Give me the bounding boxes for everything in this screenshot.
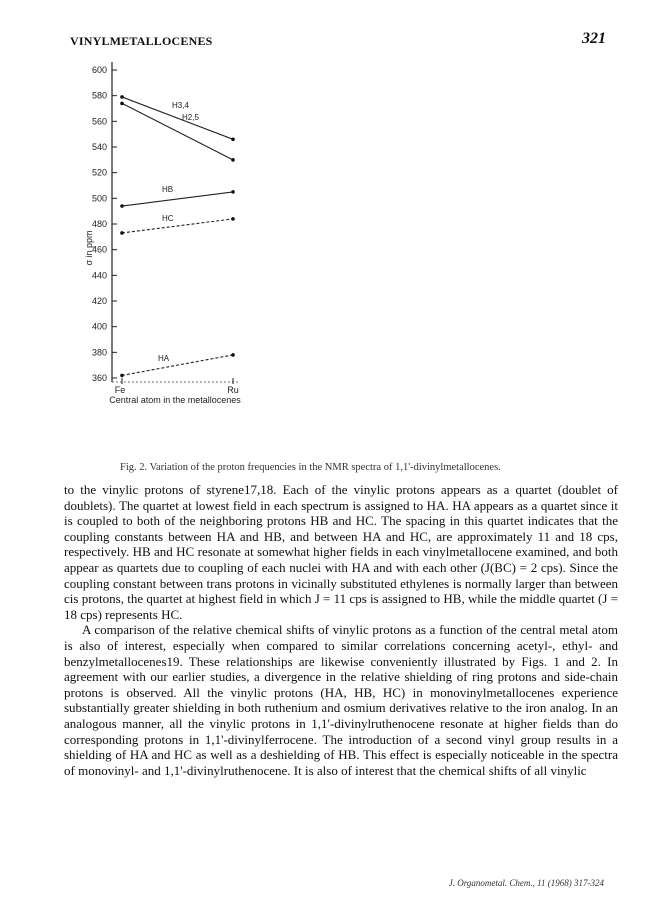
series-label: H3,4 [172,101,189,111]
x-axis-title: Central atom in the metallocenes [109,395,241,405]
journal-footer: J. Organometal. Chem., 11 (1968) 317-324 [448,878,604,888]
y-tick-label: 580 [91,90,107,101]
series-line [122,219,233,233]
data-point [120,204,124,208]
body-text [64,482,618,778]
data-point [120,95,124,99]
series-label: HA [158,353,170,363]
page-number: 321 [582,30,606,47]
series-label: H2,5 [182,112,199,122]
y-axis-title: σ in ppm [84,230,94,266]
y-tick-label: 380 [91,347,107,358]
data-point [231,353,235,357]
y-tick-label: 400 [91,321,107,332]
y-tick-label: 460 [91,244,107,255]
y-tick-label: 600 [91,65,107,75]
data-point [231,190,235,194]
y-tick-label: 520 [91,167,107,178]
paragraph: A comparison of the relative chemical shifts of vinylic protons as a function of the central metal atom is also of interest, especially when compared to similar correlations concerning acetyl-, ethyl- and benzylmetallocenes19. These relationships are likewise conveniently illustrated by Figs. 1 and 2. In agreement with our earlier studies, a divergence in the relative shielding of ring protons and side-chain protons is observed. All the vinylic protons (HA, HB, HC) in monovinylmetallocenes experience substantially greater shielding in both ruthenium and osmium derivatives relative to the iron analog. In an analogous manner, all the vinylic protons in 1,1'-divinylruthenocene resonate at higher fields than do corresponding protons in 1,1'-divinylferrocene. The introduction of a second vinyl group results in a shielding of HA and HC as well as a deshielding of HB. This effect is especially noticeable in the spectra of monovinyl- and 1,1'-divinylruthenocene. It is also of interest that the chemical shifts of all vinylic [64,622,618,778]
data-point [231,138,235,142]
data-point [120,231,124,235]
paragraph: to the vinylic protons of styrene17,18. Each of the vinylic protons appears as a quartet (doublet of doublets). The quartet at lowest field in each spectrum is assigned to HA. HA appears as a quartet since it is coupled to both of the neighboring protons HB and HC. The spacing in this quartet indicates that the coupling constants between HA and HB, and between HA and HC, are approximately 11 and 18 cps, respectively. HB and HC resonate at somewhat higher fields in each vinylmetallocene examined, and both appear as quartets due to coupling of each nuclei with HA and with each other (J(BC) = 2 cps). Since the coupling constant between trans protons in vicinally substituted ethylenes is normally larger than between cis protons, the quartet at highest field in which J = 11 cps is assigned to HB, while the middle quartet (J = 18 cps) represents HC. [64,482,618,622]
series-label: HB [162,184,174,194]
series-line [122,103,233,159]
series-line [122,355,233,376]
figure-caption: Fig. 2. Variation of the proton frequencies in the NMR spectra of 1,1'-divinylmetallocenes. [120,462,501,473]
y-tick-label: 500 [91,193,107,204]
series-line [122,192,233,206]
y-tick-label: 560 [91,116,107,127]
y-tick-label: 480 [91,219,107,229]
y-tick-label: 540 [91,142,107,152]
data-point [120,374,124,378]
x-tick-label-fe: Fe [114,385,126,395]
data-point [231,158,235,162]
y-tick-label: 440 [91,270,107,281]
data-point [120,102,124,106]
data-point [231,217,235,221]
running-head: VINYLMETALLOCENES [70,34,213,48]
y-tick-label: 360 [91,373,107,383]
y-tick-label: 420 [91,296,107,306]
series-label: HC [162,213,174,223]
x-tick-label-ru: Ru [227,385,239,395]
